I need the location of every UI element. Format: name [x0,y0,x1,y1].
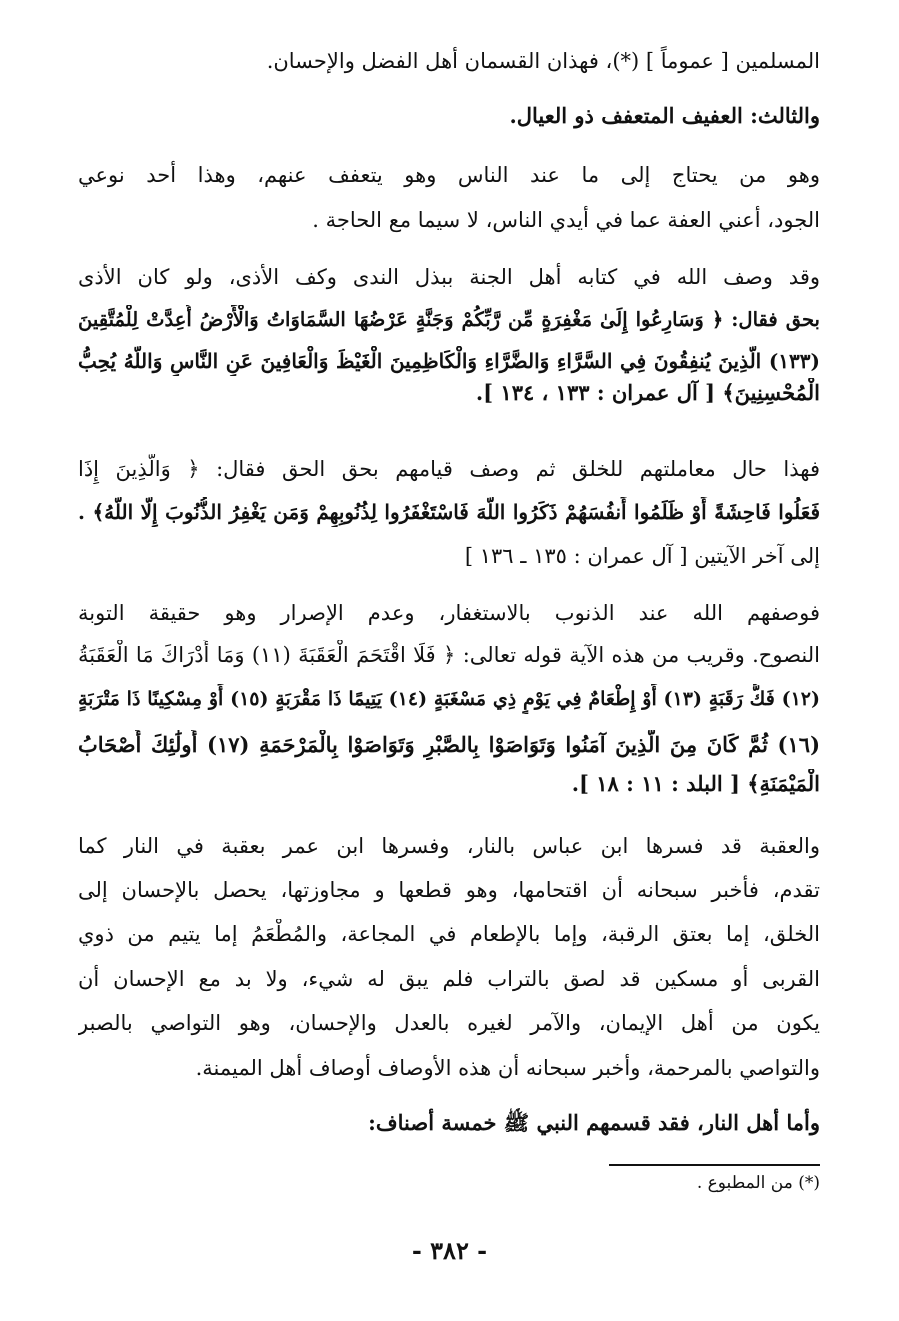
section-heading: وأما أهل النار، فقد قسمهم النبي ﷺ خمسة أصناف: [368,1110,820,1135]
text-line: فهذا حال معاملتهم للخلق ثم وصف قيامهم بحق الحق فقال: ﴿ وَالَّذِينَ إِذَا [78,457,820,481]
quran-line: النصوح. وقريب من هذه الآية قوله تعالى: ﴿ فَلَا اقْتَحَمَ الْعَقَبَةَ (١١) وَمَا أَدْرَاكَ مَا الْعَقَبَةُ [78,643,820,667]
text-line: والعقبة قد فسرها ابن عباس بالنار، وفسرها ابن عمر بعقبة في النار كما [78,834,820,858]
text-line: الخلق، إما بعتق الرقبة، وإما بالإطعام في المجاعة، والمُطْعَمُ إما يتيم من ذوي [78,922,820,946]
quran-line: بحق فقال: ﴿ وَسَارِعُوا إِلَىٰ مَغْفِرَةٍ مِّن رَّبِّكُمْ وَجَنَّةٍ عَرْضُهَا السَّمَاوَاتُ وَالْأَرْضُ أُعِدَّتْ لِلْمُتَّقِينَ [78,308,820,331]
quran-line: الْمُحْسِنِينَ﴾ [ آل عمران : ١٣٣ ، ١٣٤ ]. [475,380,820,405]
text-line: يكون من أهل الإيمان، والآمر لغيره بالعدل والإحسان، وهو التواصي بالصبر [78,1011,820,1035]
text-line: فوصفهم الله عند الذنوب بالاستغفار، وعدم الإصرار وهو حقيقة التوبة [78,601,820,625]
section-heading: والثالث: العفيف المتعفف ذو العيال. [509,103,820,128]
text-line: تقدم، فأخبر سبحانه أن اقتحامها، وهو قطعها و مجاوزتها، يحصل بالإحسان إلى [78,878,820,902]
text-line: المسلمين [ عموماً ] (*)، فهذان القسمان أهل الفضل والإحسان. [266,49,820,73]
text-line: إلى آخر الآيتين [ آل عمران : ١٣٥ ـ ١٣٦ ] [464,544,820,568]
quran-line: الْمَيْمَنَةِ﴾ [ البلد : ١١ : ١٨ ]. [571,771,820,796]
quran-line: (١٣٣) الَّذِينَ يُنفِقُونَ فِي السَّرَّاءِ وَالضَّرَّاءِ وَالْكَاظِمِينَ الْغَيْظَ وَالْعَافِينَ عَنِ النَّاسِ وَاللَّهُ يُحِبُّ [78,349,820,373]
text-line: الجود، أعني العفة عما في أيدي الناس، لا سيما مع الحاجة . [312,208,820,232]
page-number: - ٣٨٢ - [411,1236,488,1265]
text-line: والتواصي بالمرحمة، وأخبر سبحانه أن هذه الأوصاف أوصاف أهل الميمنة. [195,1056,820,1080]
quran-line: فَعَلُوا فَاحِشَةً أَوْ ظَلَمُوا أَنفُسَهُمْ ذَكَرُوا اللَّهَ فَاسْتَغْفَرُوا لِذُنُوبِهِمْ وَمَن يَغْفِرُ الذُّنُوبَ إِلَّا اللَّهُ﴾ . [78,500,820,524]
footnote-divider [609,1164,820,1166]
footnote: (*) من المطبوع . [696,1173,820,1193]
text-line: القربى أو مسكين قد لصق بالتراب فلم يبق له شيء، ولا بد مع الإحسان أن [78,967,820,991]
text-line: وهو من يحتاج إلى ما عند الناس وهو يتعفف عنهم، وهذا أحد نوعي [78,163,820,187]
text-line: وقد وصف الله في كتابه أهل الجنة ببذل الندى وكف الأذى، ولو كان الأذى [78,265,820,289]
quran-line: (١٦) ثُمَّ كَانَ مِنَ الَّذِينَ آمَنُوا وَتَوَاصَوْا بِالصَّبْرِ وَتَوَاصَوْا بِالْمَرْحَمَةِ (١٧) أُولَٰئِكَ أَصْحَابُ [78,732,820,757]
quran-line: (١٢) فَكُّ رَقَبَةٍ (١٣) أَوْ إِطْعَامٌ فِي يَوْمٍ ذِي مَسْغَبَةٍ (١٤) يَتِيمًا ذَا مَقْرَبَةٍ (١٥) أَوْ مِسْكِينًا ذَا مَتْرَبَةٍ [78,688,820,710]
